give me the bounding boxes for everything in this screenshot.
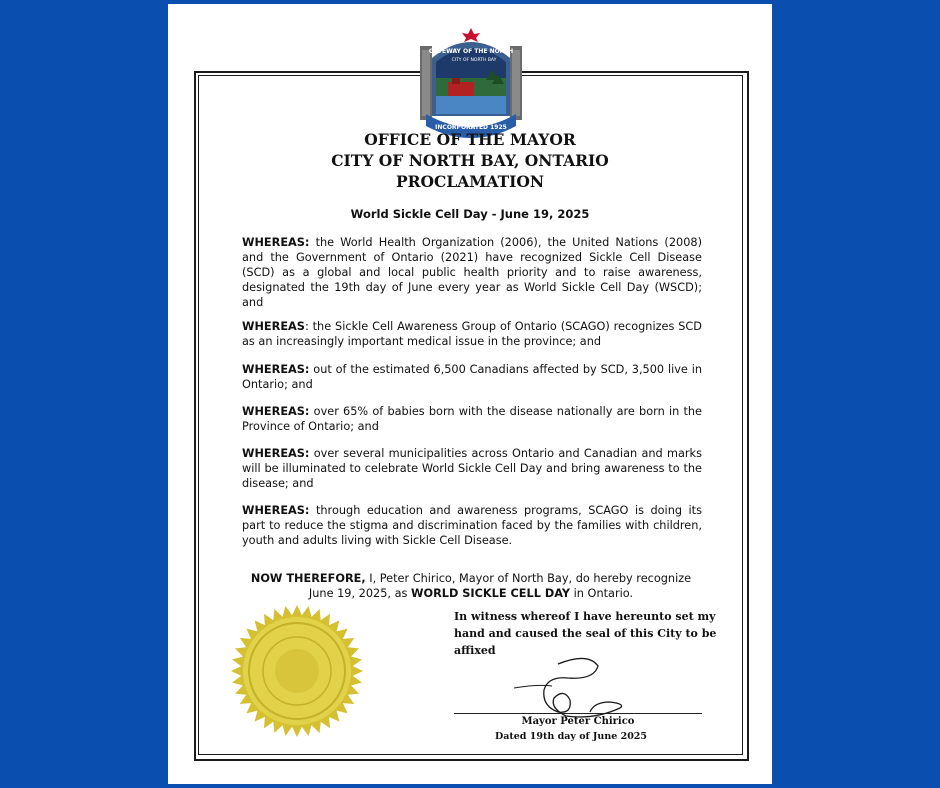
whereas-clause (242, 404, 702, 434)
resolution-text: I, Peter Chirico, Mayor of North Bay, do hereby recognize June 19, 2025, as (308, 572, 692, 600)
crest-arc-mid: CITY OF NORTH BAY (451, 58, 497, 63)
gold-seal-icon (230, 604, 364, 738)
whereas-label: WHEREAS: (242, 405, 310, 418)
whereas-text: through education and awareness programs, SCAGO is doing its part to reduce the stigma and discrimination faced by the families with children, youth and adults living with Sickle Cell Disease. (242, 504, 702, 547)
whereas-label: WHEREAS: (242, 447, 310, 460)
whereas-text: over 65% of babies born with the disease nationally are born in the Province of Ontario; and (242, 405, 702, 433)
city-heading: CITY OF NORTH BAY, ONTARIO (331, 151, 609, 170)
resolution-text-end: in Ontario. (570, 587, 634, 600)
office-heading: OFFICE OF THE MAYOR (364, 130, 576, 149)
whereas-text: over several municipalities across Ontario and Canadian and marks will be illuminated to celebrate World Sickle Cell Day and bring awareness to the disease; and (242, 447, 702, 490)
signature-line (454, 713, 702, 714)
mayor-signature (498, 654, 648, 720)
proclamation-heading: PROCLAMATION (395, 172, 545, 191)
whereas-text: out of the estimated 6,500 Canadians affected by SCD, 3,500 live in Ontario; and (242, 363, 702, 391)
whereas-clause (242, 446, 702, 491)
dated-line: Dated 19th day of June 2025 (494, 731, 648, 742)
whereas-label: WHEREAS: (242, 236, 310, 249)
proclamation-subtitle: World Sickle Cell Day - June 19, 2025 (350, 207, 590, 221)
whereas-clause (242, 319, 702, 349)
whereas-clause (242, 235, 702, 310)
crest-arc-top: GATEWAY OF THE NORTH (428, 48, 514, 55)
resolution-paragraph (238, 571, 704, 601)
whereas-clause (242, 503, 702, 548)
resolution-emphasis: WORLD SICKLE CELL DAY (411, 587, 571, 600)
whereas-label: WHEREAS: (242, 504, 310, 517)
whereas-clause (242, 362, 702, 392)
witness-statement: In witness whereof I have hereunto set my hand and caused the seal of this City to be affixed (454, 610, 717, 657)
whereas-label: WHEREAS: (242, 363, 310, 376)
whereas-text: : the Sickle Cell Awareness Group of Ontario (SCAGO) recognizes SCD as an increasingly important medical issue in the province; and (242, 320, 702, 348)
signatory-name: Mayor Peter Chirico (521, 716, 635, 727)
resolution-lead: NOW THEREFORE, (250, 572, 366, 585)
whereas-label: WHEREAS (242, 320, 305, 333)
city-crest-logo (412, 28, 530, 138)
crest-ribbon: INCORPORATED 1925 (435, 124, 507, 131)
proclamation-document (168, 4, 772, 784)
whereas-text: the World Health Organization (2006), the United Nations (2008) and the Government of Ontario (2021) have recognized Sickle Cell Disease (SCD) as a global and local public health priority and to raise awareness, designated the 19th day of June every year as World Sickle Cell Day (WSCD); and (242, 236, 702, 309)
